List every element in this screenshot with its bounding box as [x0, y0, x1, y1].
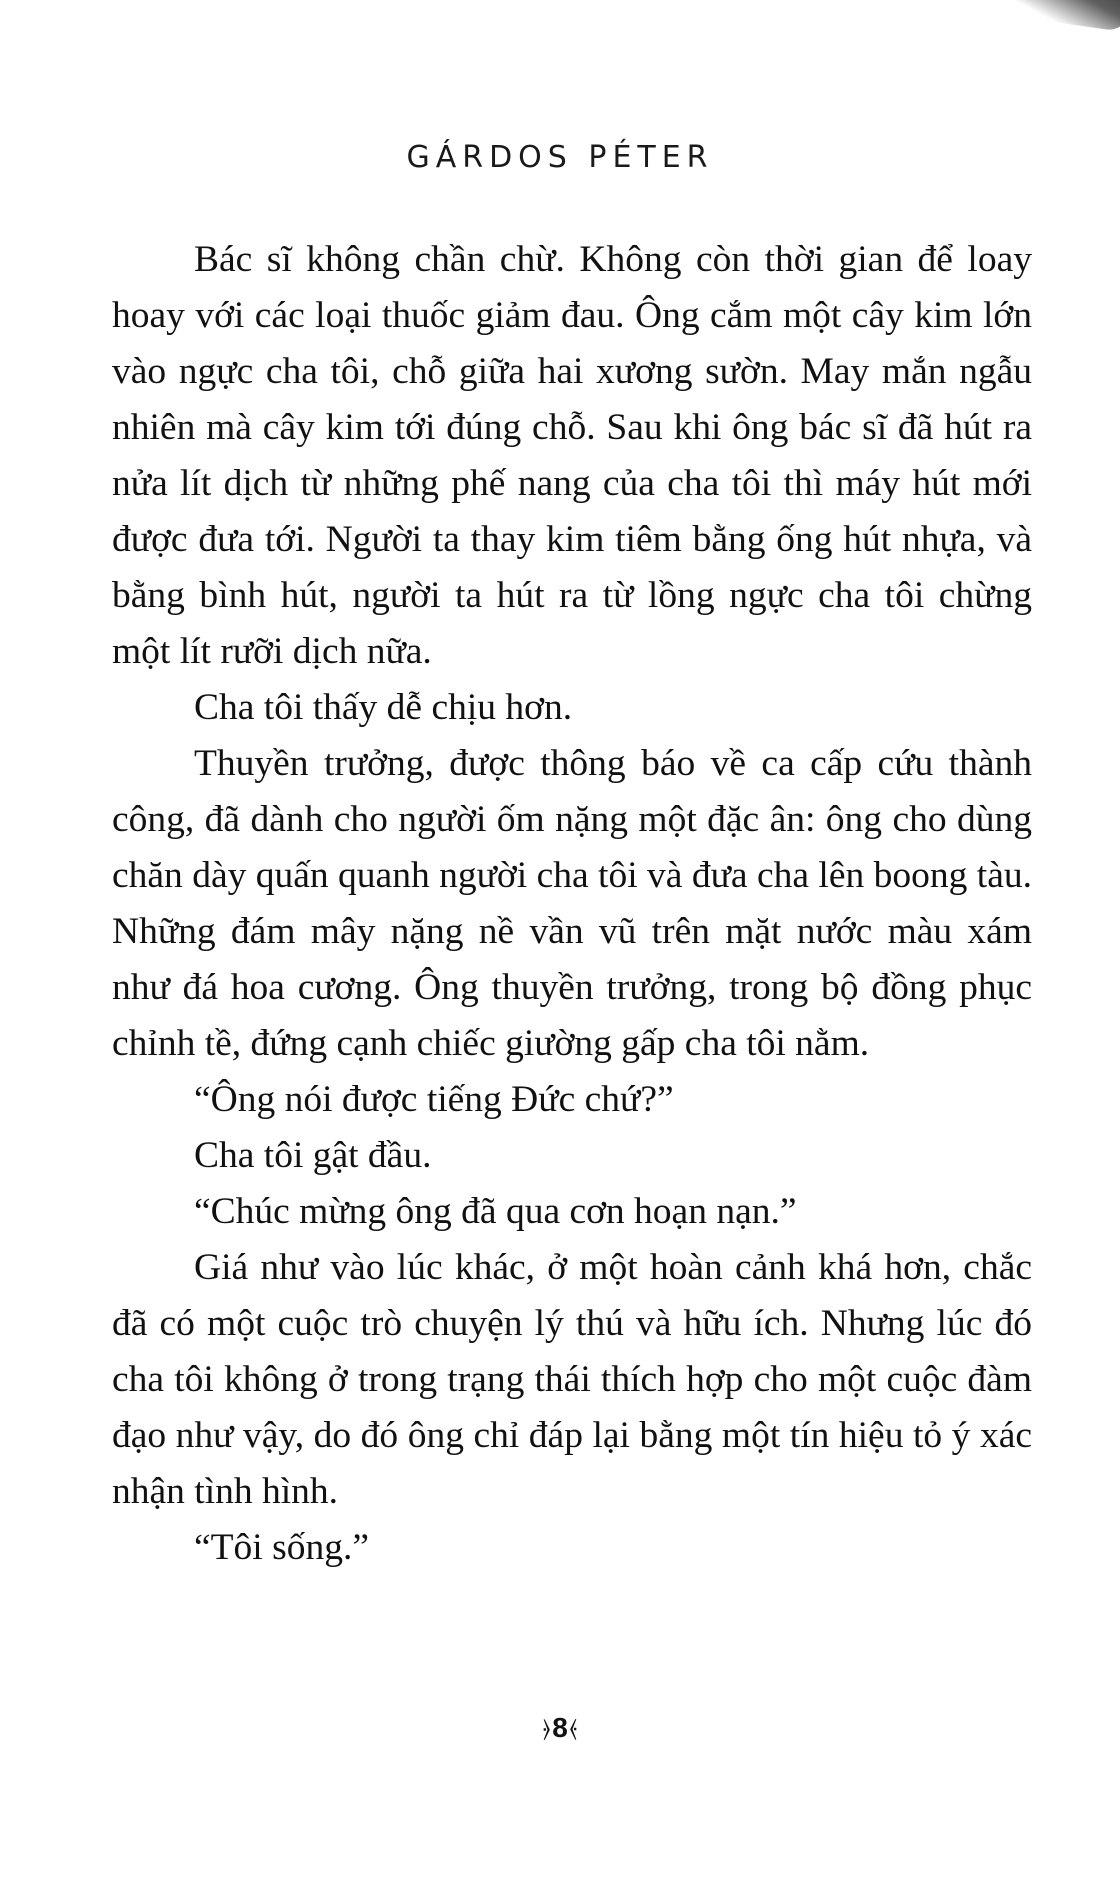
paragraph: Cha tôi gật đầu. — [194, 1135, 432, 1176]
page-number: 8 — [552, 1712, 568, 1743]
paragraph: Cha tôi thấy dễ chịu hơn. — [194, 687, 573, 728]
page-footer — [0, 1712, 1120, 1744]
paragraph: Giá như vào lúc khác, ở một hoàn cảnh khá hơn, chắc đã có một cuộc trò chuyện lý thú và hữu ích. Nhưng lúc đó cha tôi không ở trong trạng thái thích hợp cho một cuộc đàm đạo như vậy, do đó ông chỉ đáp lại bằng một tín hiệu tỏ ý xác nhận tình hình. — [112, 1247, 1032, 1512]
body-text — [112, 232, 1032, 1576]
ornament-left-icon: ⦒ — [542, 1715, 551, 1740]
running-header: GÁRDOS PÉTER — [406, 140, 714, 175]
paragraph: Thuyền trưởng, được thông báo về ca cấp cứu thành công, đã dành cho người ốm nặng một đặc ân: ông cho dùng chăn dày quấn quanh người cha tôi và đưa cha lên boong tàu. Những đám mây nặng nề vần vũ trên mặt nước màu xám như đá hoa cương. Ông thuyền trưởng, trong bộ đồng phục chỉnh tề, đứng cạnh chiếc giường gấp cha tôi nằm. — [112, 743, 1032, 1064]
ornament-right-icon: ⦑ — [569, 1715, 578, 1740]
page-corner-shadow — [978, 0, 1120, 32]
paragraph: “Ông nói được tiếng Đức chứ?” — [194, 1079, 674, 1120]
paragraph: Bác sĩ không chần chừ. Không còn thời gian để loay hoay với các loại thuốc giảm đau. Ông cắm một cây kim lớn vào ngực cha tôi, chỗ giữa hai xương sườn. May mắn ngẫu nhiên mà cây kim tới đúng chỗ. Sau khi ông bác sĩ đã hút ra nửa lít dịch từ những phế nang của cha tôi thì máy hút mới được đưa tới. Người ta thay kim tiêm bằng ống hút nhựa, và bằng bình hút, người ta hút ra từ lồng ngực cha tôi chừng một lít rưỡi dịch nữa. — [112, 239, 1032, 672]
paragraph: “Tôi sống.” — [194, 1527, 369, 1568]
paragraph: “Chúc mừng ông đã qua cơn hoạn nạn.” — [194, 1191, 797, 1232]
